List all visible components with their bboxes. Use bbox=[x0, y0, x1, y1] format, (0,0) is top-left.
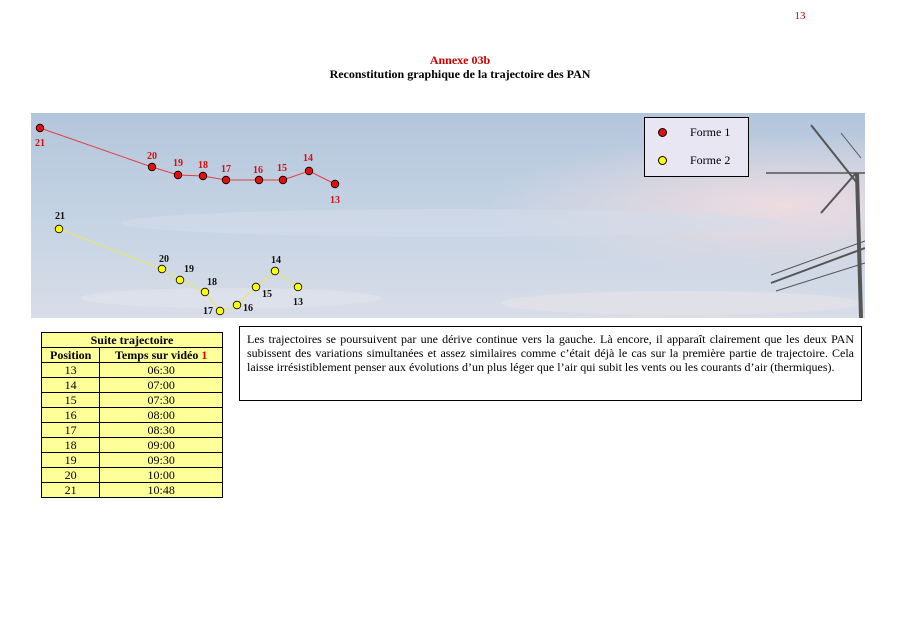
forme1-point-13 bbox=[331, 180, 339, 188]
position-cell: 19 bbox=[42, 453, 100, 468]
position-cell: 14 bbox=[42, 378, 100, 393]
legend-label: Forme 2 bbox=[690, 153, 731, 167]
forme1-label-14: 14 bbox=[303, 153, 313, 164]
forme1-label-18: 18 bbox=[198, 160, 208, 171]
time-cell: 10:00 bbox=[100, 468, 223, 483]
description-text: Les trajectoires se poursuivent par une dérive continue vers la gauche. Là encore, il apparaît clairement que les deux PAN subissent des variations simultanées et assez similaires comme c’était déjà le cas sur la première partie de trajectoire. Cela laisse irrésistiblement penser aux évolutions d’un plus léger que l’air qui subit les vents ou les courants d’air (thermiques). bbox=[239, 326, 862, 401]
forme1-point-17 bbox=[222, 176, 230, 184]
legend-dot-red bbox=[658, 128, 667, 137]
forme2-point-18 bbox=[201, 288, 209, 296]
table-row bbox=[42, 378, 223, 393]
footnote-mark: 1 bbox=[201, 348, 208, 362]
forme2-label-19: 19 bbox=[184, 264, 194, 275]
position-cell: 13 bbox=[42, 363, 100, 378]
forme1-label-21: 21 bbox=[35, 138, 45, 149]
annex-subtitle: Reconstitution graphique de la trajectoire des PAN bbox=[329, 67, 591, 81]
forme2-point-17 bbox=[216, 307, 224, 315]
table-row bbox=[42, 423, 223, 438]
column-header-position: Position bbox=[42, 348, 100, 363]
table-row bbox=[42, 363, 223, 378]
position-cell: 16 bbox=[42, 408, 100, 423]
cloud-band-right bbox=[501, 291, 861, 315]
forme2-point-20 bbox=[158, 265, 166, 273]
forme1-label-17: 17 bbox=[221, 164, 231, 175]
annex-title: Annexe 03b bbox=[429, 53, 491, 67]
table-row bbox=[42, 483, 223, 498]
time-cell: 07:30 bbox=[100, 393, 223, 408]
time-cell: 09:00 bbox=[100, 438, 223, 453]
table-row bbox=[42, 438, 223, 453]
cloud-band-lower bbox=[81, 288, 381, 308]
forme1-point-20 bbox=[148, 163, 156, 171]
forme1-point-19 bbox=[174, 171, 182, 179]
time-cell: 06:30 bbox=[100, 363, 223, 378]
forme1-point-21 bbox=[36, 124, 44, 132]
time-cell: 08:30 bbox=[100, 423, 223, 438]
time-cell: 08:00 bbox=[100, 408, 223, 423]
legend-item-forme-2 bbox=[645, 154, 748, 168]
position-cell: 20 bbox=[42, 468, 100, 483]
forme1-point-16 bbox=[255, 176, 263, 184]
forme2-point-13 bbox=[294, 283, 302, 291]
page-number: 13 bbox=[794, 10, 806, 22]
time-cell: 10:48 bbox=[100, 483, 223, 498]
table-row bbox=[42, 453, 223, 468]
forme2-label-15: 15 bbox=[262, 289, 272, 300]
table-row bbox=[42, 408, 223, 423]
forme2-label-16: 16 bbox=[243, 303, 253, 314]
forme1-label-19: 19 bbox=[173, 158, 183, 169]
table-caption: Suite trajectoire bbox=[42, 333, 223, 348]
position-cell: 15 bbox=[42, 393, 100, 408]
forme2-label-20: 20 bbox=[159, 254, 169, 265]
legend-label: Forme 1 bbox=[690, 125, 731, 139]
forme2-point-14 bbox=[271, 267, 279, 275]
forme2-label-21: 21 bbox=[55, 211, 65, 222]
column-header-time-label: Temps sur vidéo bbox=[115, 348, 199, 362]
forme1-label-13: 13 bbox=[330, 195, 340, 206]
forme2-label-14: 14 bbox=[271, 255, 281, 266]
forme2-point-21 bbox=[55, 225, 63, 233]
forme2-point-16 bbox=[233, 301, 241, 309]
trajectory-table bbox=[41, 332, 223, 498]
cloud-band bbox=[121, 209, 781, 237]
table-row bbox=[42, 468, 223, 483]
forme1-label-20: 20 bbox=[147, 151, 157, 162]
column-header-time bbox=[100, 348, 223, 363]
position-cell: 21 bbox=[42, 483, 100, 498]
table-row bbox=[42, 393, 223, 408]
table-body bbox=[42, 363, 223, 498]
legend-dot-yellow bbox=[658, 156, 667, 165]
legend bbox=[644, 117, 749, 177]
forme1-point-15 bbox=[279, 176, 287, 184]
forme2-point-15 bbox=[252, 283, 260, 291]
legend-item-forme-1 bbox=[645, 126, 748, 140]
forme1-point-14 bbox=[305, 167, 313, 175]
position-cell: 17 bbox=[42, 423, 100, 438]
forme1-label-15: 15 bbox=[277, 163, 287, 174]
forme2-label-18: 18 bbox=[207, 277, 217, 288]
forme2-label-17: 17 bbox=[203, 306, 213, 317]
forme1-point-18 bbox=[199, 172, 207, 180]
forme2-point-19 bbox=[176, 276, 184, 284]
position-cell: 18 bbox=[42, 438, 100, 453]
time-cell: 07:00 bbox=[100, 378, 223, 393]
time-cell: 09:30 bbox=[100, 453, 223, 468]
forme1-label-16: 16 bbox=[253, 165, 263, 176]
forme2-label-13: 13 bbox=[293, 297, 303, 308]
